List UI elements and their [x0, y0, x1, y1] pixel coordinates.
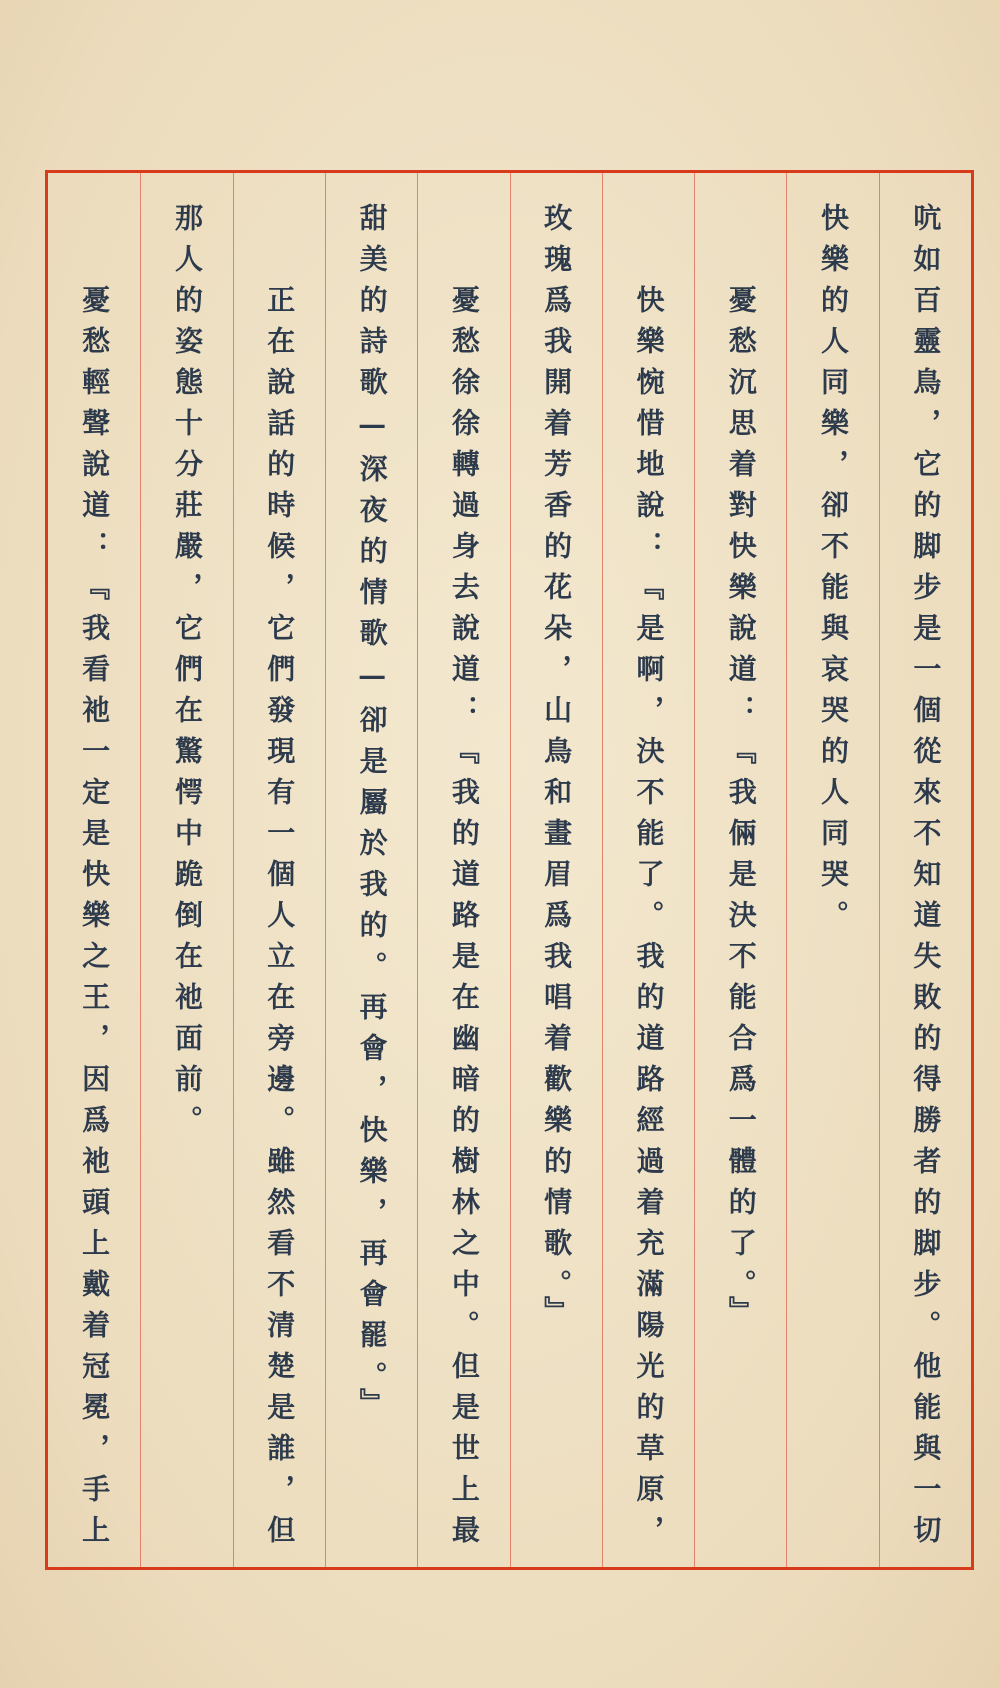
text-column: [417, 173, 509, 1567]
text-column: [786, 173, 878, 1567]
text-column: [694, 173, 786, 1567]
text-column: [140, 173, 232, 1567]
text-column: [879, 173, 971, 1567]
text-line: 吭如百靈鳥，它的脚步是一個從來不知道失敗的得勝者的脚步。他能與一切: [909, 203, 943, 1556]
text-column: [233, 173, 325, 1567]
text-line: 甜美的詩歌—深夜的情歌—卻是屬於我的。再會，快樂，再會罷。』: [355, 203, 389, 1429]
text-line: 正在說話的時候，它們發現有一個人立在旁邊。雖然看不清楚是誰，但: [263, 285, 297, 1556]
text-frame: [45, 170, 974, 1570]
text-line: 憂愁沉思着對快樂說道：『我倆是決不能合爲一體的了。』: [724, 285, 758, 1337]
text-line: 快樂的人同樂，卻不能與哀哭的人同哭。: [817, 203, 851, 941]
text-column: [325, 173, 417, 1567]
text-line: 快樂惋惜地說：『是啊，決不能了。我的道路經過着充滿陽光的草原，: [632, 285, 666, 1556]
text-line: 憂愁徐徐轉過身去說道：『我的道路是在幽暗的樹林之中。但是世上最: [447, 285, 481, 1556]
text-line: 那人的姿態十分莊嚴，它們在驚愕中跪倒在祂面前。: [170, 203, 204, 1146]
text-line: 玫瑰爲我開着芳香的花朵，山鳥和畫眉爲我唱着歡樂的情歌。』: [540, 203, 574, 1337]
text-column: [48, 173, 140, 1567]
text-column: [510, 173, 602, 1567]
text-line: 憂愁輕聲說道：『我看祂一定是快樂之王，因爲祂頭上戴着冠冕，手上: [78, 285, 112, 1556]
text-column: [602, 173, 694, 1567]
